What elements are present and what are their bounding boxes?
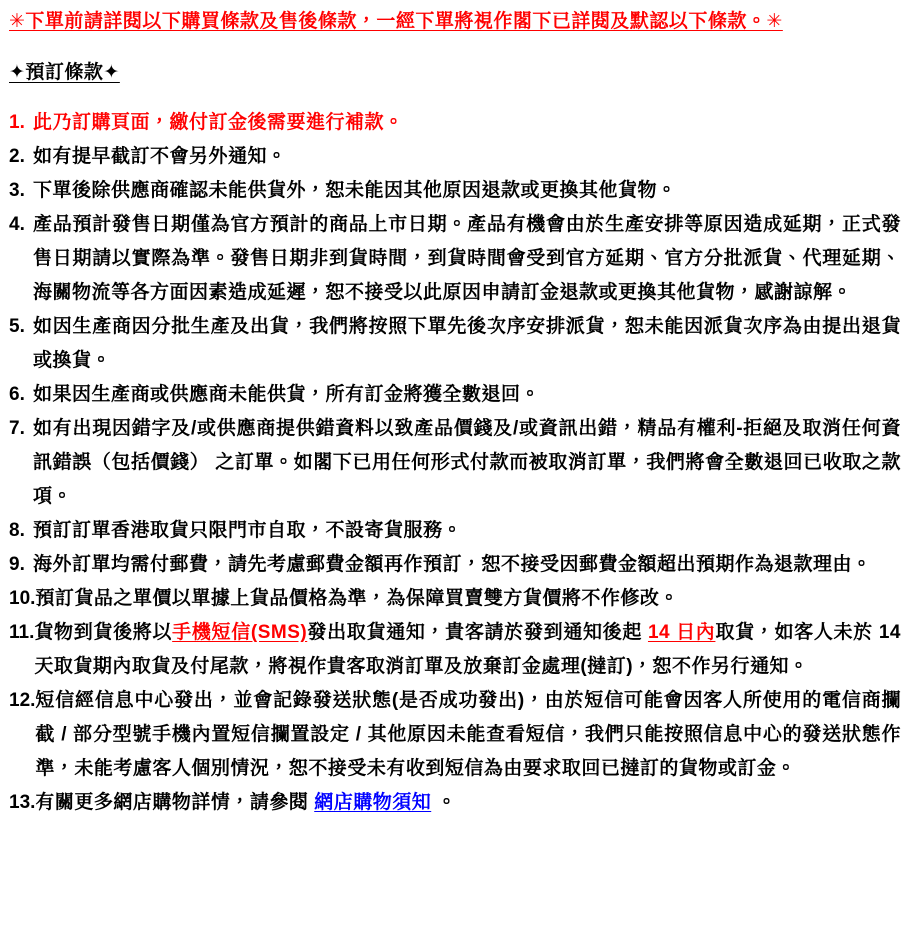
term-item-7 [9,412,901,514]
term-text-segment: 如有提早截訂不會另外通知。 [33,146,287,167]
term-item-9 [9,548,901,582]
terms-list [9,106,901,820]
term-text-segment: 如有出現因錯字及/或供應商提供錯資料以致產品價錢及/或資訊出錯，精品有權利-拒絕及取消任何資訊錯誤（包括價錢） 之訂單。如閣下已用任何形式付款而被取消訂單，我們將會全數退回已收取之款項。 [33,418,901,507]
term-text [33,378,901,412]
term-text-segment: 此乃訂購頁面，繳付訂金後需要進行補款。 [33,112,404,133]
term-item-13 [9,786,901,820]
term-number: 3. [9,180,25,201]
term-item-12 [9,684,901,786]
term-text [35,582,901,616]
term-number: 12. [9,690,36,711]
term-text-segment: 貨物到貨後將以 [34,622,173,643]
term-text [35,684,901,786]
term-number: 10. [9,588,36,609]
term-text [33,412,901,514]
term-text-segment: 。 [431,792,457,813]
term-text-segment: 發出取貨通知，貴客請於發到通知後起 [307,622,648,643]
term-text-segment: 如因生產商因分批生產及出貨，我們將按照下單先後次序安排派貨，恕未能因派貨次序為由提出退貨或換貨。 [33,316,901,371]
term-number: 11. [9,622,35,643]
term-number: 5. [9,316,25,337]
emphasis-red-underline: 14 日內 [647,622,716,643]
term-number: 6. [9,384,25,405]
term-item-1 [9,106,901,140]
term-text-segment: 預訂貨品之單價以單據上貨品價格為準，為保障買賣雙方貨價將不作修改。 [35,588,679,609]
term-text [33,310,901,378]
term-number: 4. [9,214,25,235]
term-number: 13. [9,792,36,813]
purchase-terms-warning-header: ✳下單前請詳閱以下購買條款及售後條款，一經下單將視作閣下已詳閱及默認以下條款。✳ [9,11,783,32]
term-number: 1. [9,112,25,133]
term-item-10 [9,582,901,616]
term-text-segment: 海外訂單均需付郵費，請先考慮郵費金額再作預訂，恕不接受因郵費金額超出預期作為退款理由。 [33,554,872,575]
term-item-3 [9,174,901,208]
term-text [33,208,901,310]
term-text-segment: 短信經信息中心發出，並會記錄發送狀態(是否成功發出)，由於短信可能會因客人所使用的電信商攔截 / 部分型號手機內置短信攔置設定 / 其他原因未能查看短信，我們只能按照信息中心的發送狀態作準，未能考慮客人個別情況，恕不接受未有收到短信為由要求取回已撻訂的貨物或訂金。 [35,690,901,779]
term-number: 8. [9,520,25,541]
term-item-6 [9,378,901,412]
term-number: 2. [9,146,25,167]
term-number: 9. [9,554,25,575]
shop-guidelines-link[interactable]: 網店購物須知 [314,792,432,813]
term-item-4 [9,208,901,310]
term-text [35,786,901,820]
term-number: 7. [9,418,25,439]
section-title-row [9,59,901,86]
preorder-terms-heading: ✦預訂條款✦ [9,62,120,83]
term-text [33,548,901,582]
term-text-segment: 預訂訂單香港取貨只限門市自取，不設寄貨服務。 [33,520,463,541]
term-text-segment: 產品預計發售日期僅為官方預計的商品上市日期。產品有機會由於生產安排等原因造成延期，正式發售日期請以實際為準。發售日期非到貨時間，到貨時間會受到官方延期、官方分批派貨、代理延期、海關物流等各方面因素造成延遲，恕不接受以此原因申請訂金退款或更換其他貨物，感謝諒解。 [33,214,901,303]
term-text [34,616,901,684]
term-text [33,106,901,140]
term-item-2 [9,140,901,174]
term-text-segment: 如果因生產商或供應商未能供貨，所有訂金將獲全數退回。 [33,384,541,405]
term-text [33,140,901,174]
term-item-5 [9,310,901,378]
emphasis-red-underline: 手機短信(SMS) [172,622,308,643]
term-item-11 [9,616,901,684]
term-text-segment: 有關更多網店購物詳情，請參閱 [35,792,315,813]
term-text-segment: 下單後除供應商確認未能供貨外，恕未能因其他原因退款或更換其他貨物。 [33,180,677,201]
term-text-segment: 取貨，如客人未於 14 天取貨期內取貨及付尾款，將視作貴客取消訂單及放棄訂金處理(撻訂)，恕不作另行通知。 [34,622,901,677]
term-text [33,514,901,548]
term-item-8 [9,514,901,548]
term-text [33,174,901,208]
